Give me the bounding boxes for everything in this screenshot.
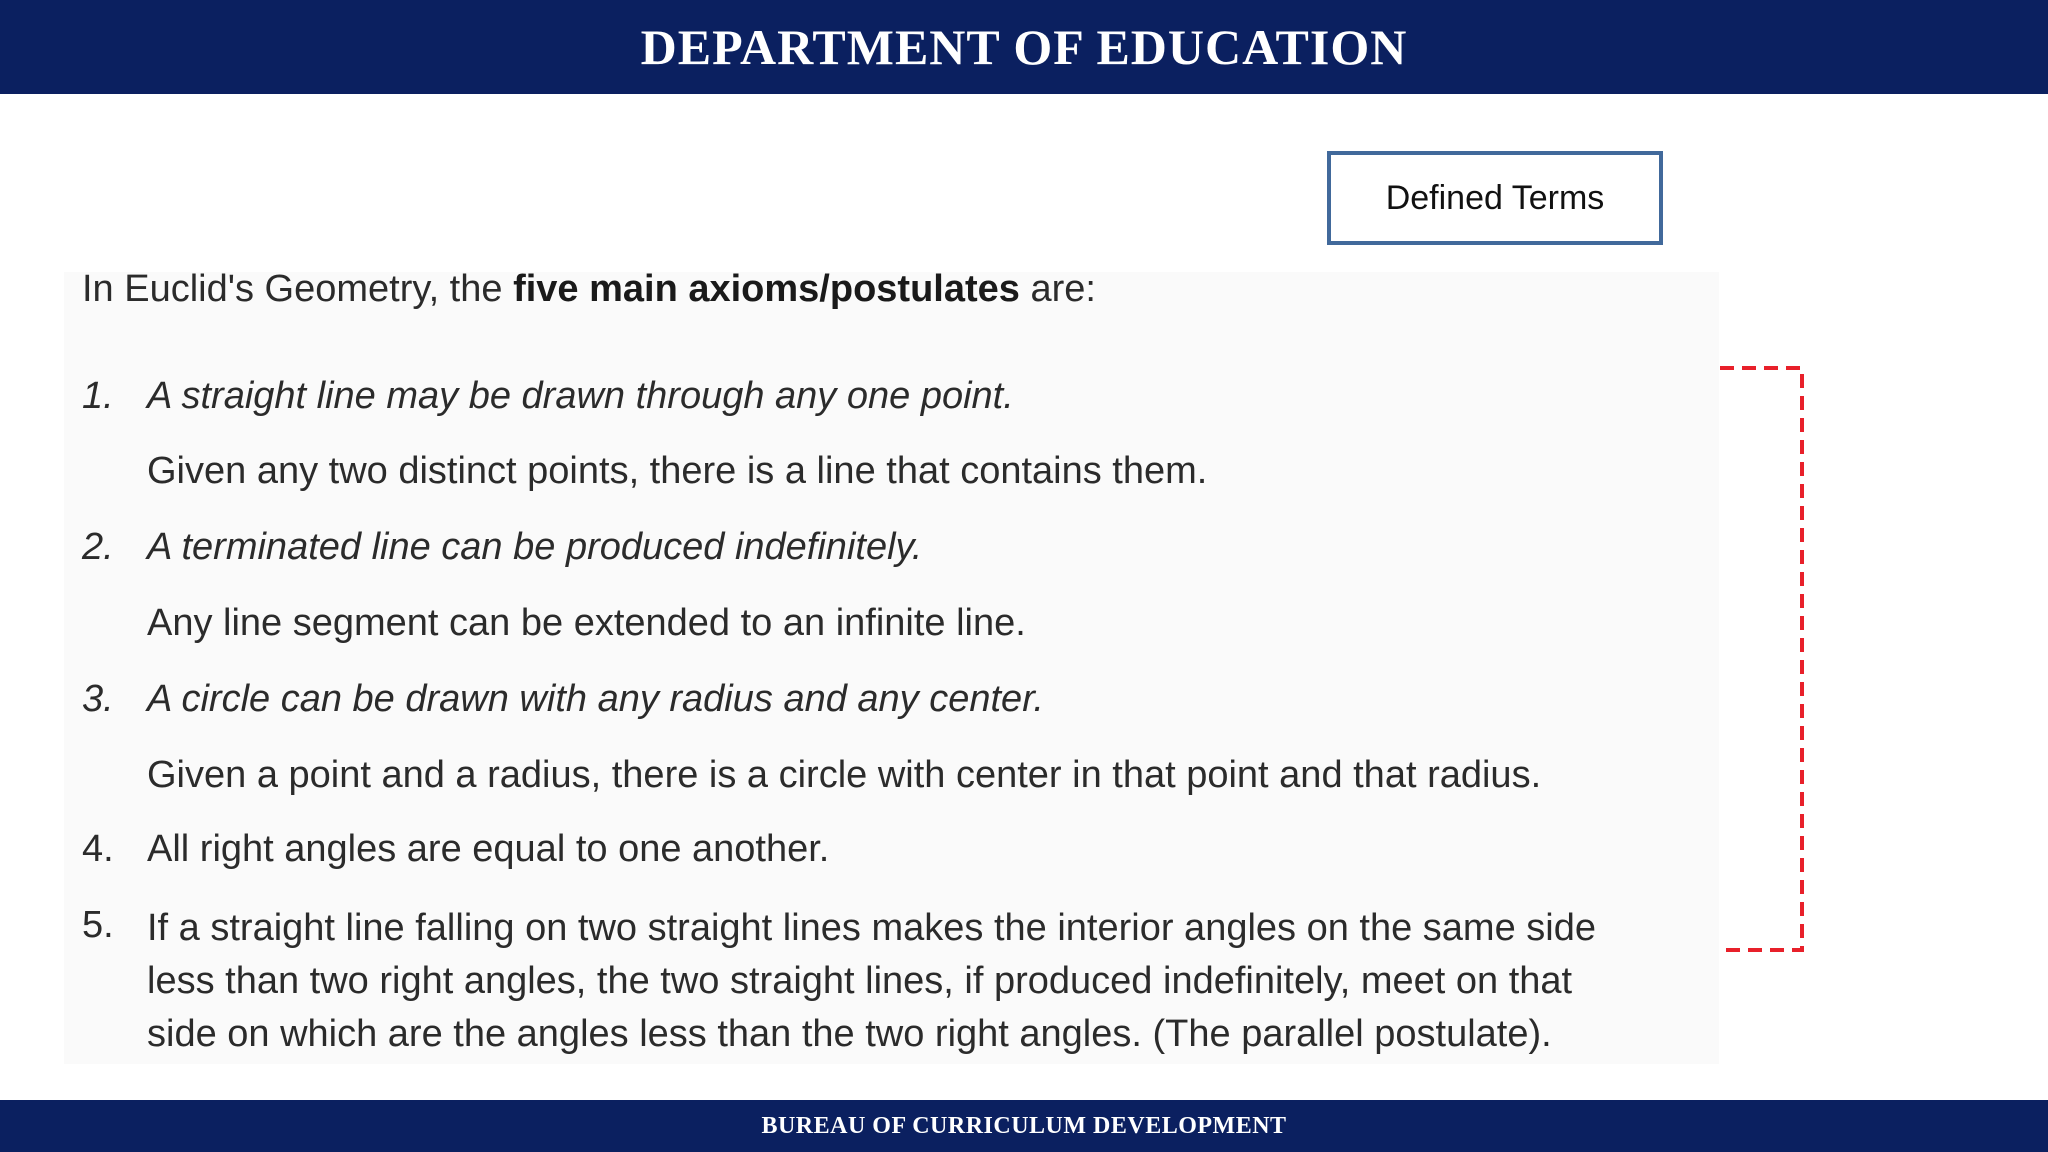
axiom-2-explanation: Any line segment can be extended to an infinite line. xyxy=(147,602,1026,644)
dashed-bracket-line xyxy=(1720,368,1802,950)
intro-prefix: In Euclid's Geometry, the xyxy=(82,268,514,310)
axiom-3-number: 3. xyxy=(82,678,114,720)
dashed-bracket xyxy=(1716,364,1806,954)
axiom-1-explanation: Given any two distinct points, there is a line that contains them. xyxy=(147,450,1208,492)
axiom-5-line: If a straight line falling on two straight lines makes the interior angles on the same side xyxy=(147,907,1596,949)
axiom-2-statement: A terminated line can be produced indefinitely. xyxy=(147,526,923,568)
header-bar xyxy=(0,0,2048,94)
footer-bar xyxy=(0,1100,2048,1152)
axiom-3-explanation: Given a point and a radius, there is a circle with center in that point and that radius. xyxy=(147,754,1542,796)
axiom-1-number: 1. xyxy=(82,375,114,417)
axiom-5-number: 5. xyxy=(82,904,114,946)
axiom-4-statement: All right angles are equal to one another. xyxy=(147,828,830,870)
footer-title: BUREAU OF CURRICULUM DEVELOPMENT xyxy=(761,1112,1287,1139)
axiom-2-number: 2. xyxy=(82,526,114,568)
axiom-5-line: less than two right angles, the two straight lines, if produced indefinitely, meet on that xyxy=(147,960,1573,1002)
intro-bold: five main axioms/postulates xyxy=(513,268,1020,310)
axiom-4-number: 4. xyxy=(82,828,114,870)
header-title: DEPARTMENT OF EDUCATION xyxy=(640,19,1408,75)
intro-suffix: are: xyxy=(1019,268,1096,310)
axiom-5-line: side on which are the angles less than the two right angles. (The parallel postulate). xyxy=(147,1013,1552,1055)
axiom-3-statement: A circle can be drawn with any radius and any center. xyxy=(147,678,1044,720)
defined-terms-button[interactable] xyxy=(1327,151,1663,245)
intro-text xyxy=(82,268,1096,311)
axiom-1-statement: A straight line may be drawn through any one point. xyxy=(147,375,1014,417)
axiom-5-statement xyxy=(147,902,1707,1061)
defined-terms-label: Defined Terms xyxy=(1385,178,1605,217)
